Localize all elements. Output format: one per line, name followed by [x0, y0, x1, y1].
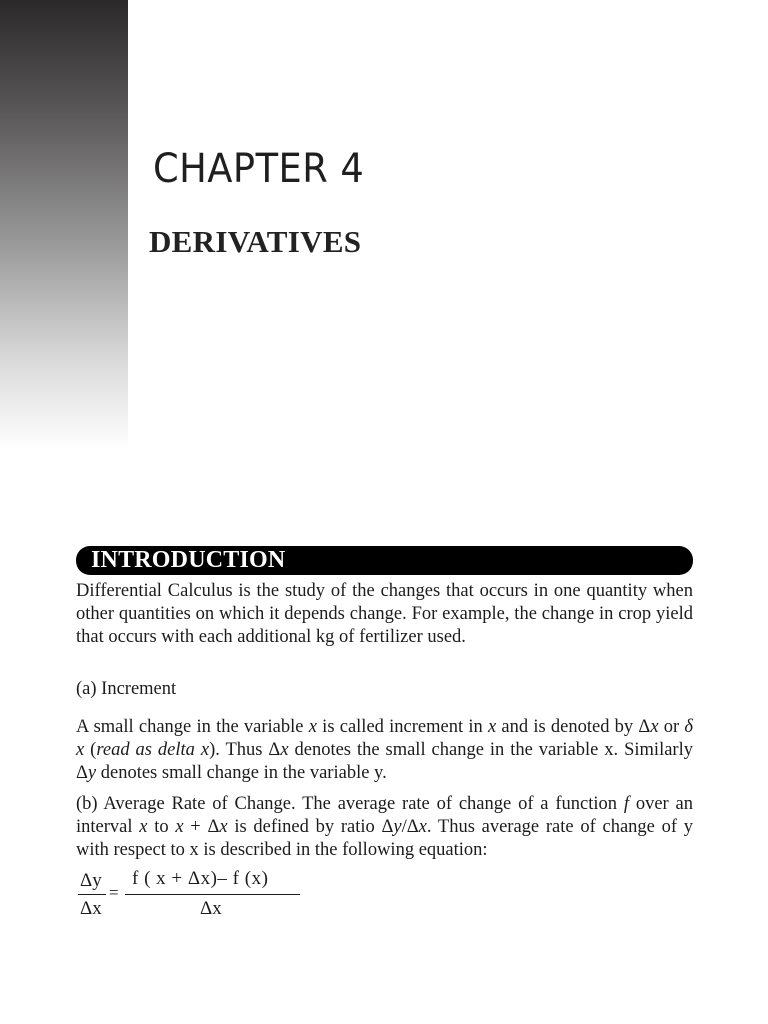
equation-right-denominator: Δx	[200, 898, 222, 919]
increment-heading-text: (a) Increment	[76, 679, 177, 699]
equation-right-fraction-bar	[125, 894, 300, 895]
average-rate-equation	[78, 866, 308, 926]
average-rate-text: (b) Average Rate of Change. The average rate of change of a function f over an interval x to x + Δx is defined by ratio Δy/Δx. Thus average rate of change of y with respect to x is described in the following equation:	[76, 794, 693, 860]
increment-text: A small change in the variable x is called increment in x and is denoted by Δx or δ x (read as delta x). Thus Δx denotes the small change in the variable x. Similarly Δy denotes small change in the variable y.	[76, 717, 694, 783]
equation-left-fraction-bar	[78, 894, 106, 895]
chapter-title: DERIVATIVES	[149, 224, 362, 259]
chapter-label: CHAPTER 4	[153, 146, 365, 192]
average-rate-paragraph	[76, 793, 693, 862]
decorative-side-band	[0, 0, 128, 450]
equation-left-denominator: Δx	[80, 898, 102, 919]
section-heading: INTRODUCTION	[91, 547, 286, 573]
increment-paragraph	[76, 716, 693, 785]
intro-paragraph	[76, 580, 693, 649]
equation-left-numerator: Δy	[80, 870, 102, 891]
intro-text: Differential Calculus is the study of the changes that occurs in one quantity when other quantities on which it depends change. For example, the change in crop yield that occurs with each additional kg of fertilizer used.	[76, 581, 693, 647]
section-heading-bar	[76, 546, 693, 575]
equation-equals-sign: =	[109, 883, 119, 902]
increment-heading	[76, 678, 693, 701]
equation-right-numerator: f ( x + Δx)– f (x)	[132, 868, 269, 889]
